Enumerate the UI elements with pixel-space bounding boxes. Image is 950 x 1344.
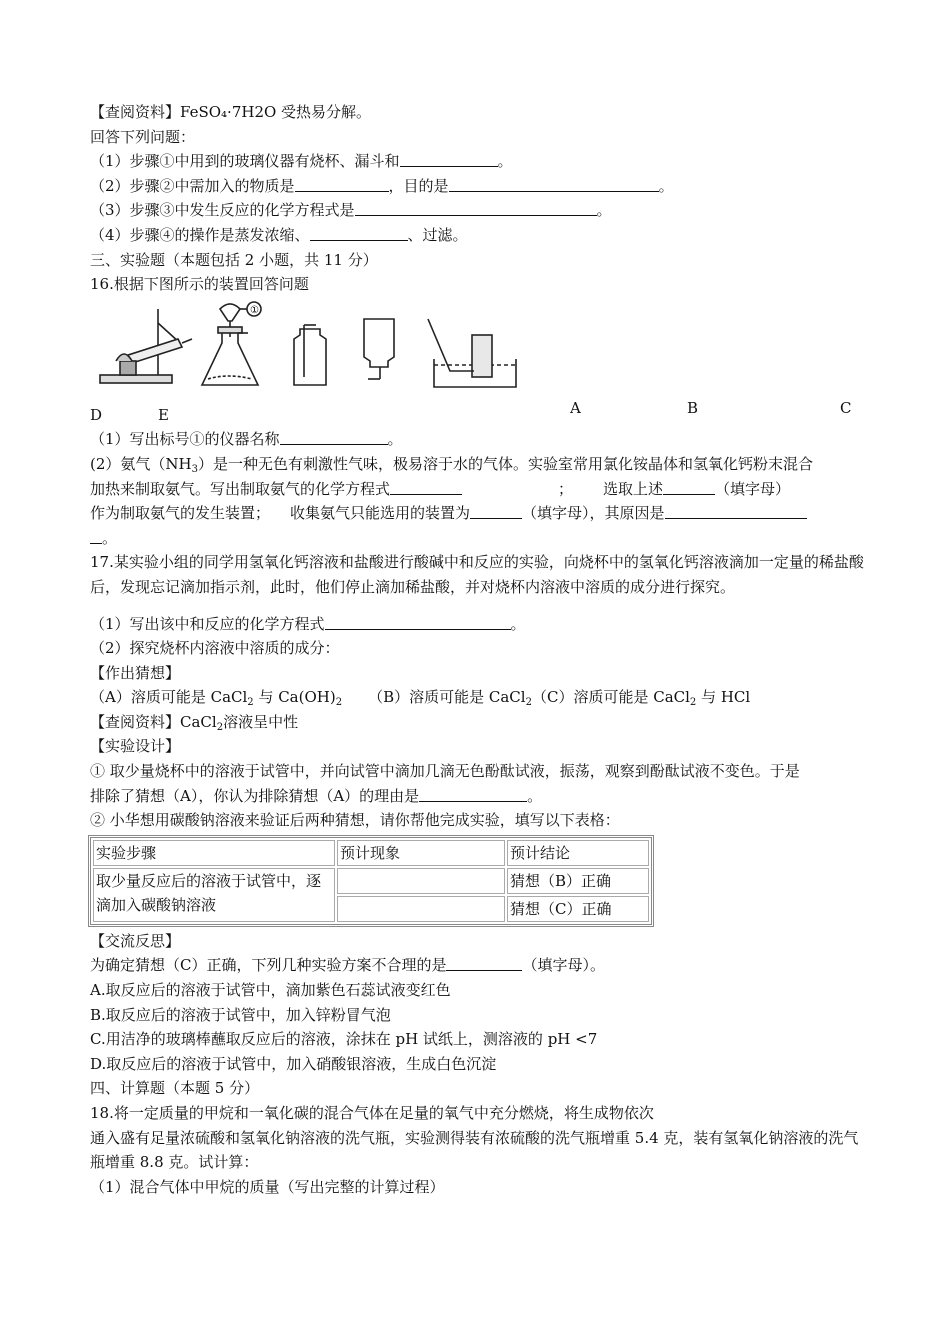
answer-blank[interactable] xyxy=(449,175,659,192)
figure-marker: ① xyxy=(250,304,259,316)
option-d: D.取反应后的溶液于试管中，加入硝酸银溶液，生成白色沉淀 xyxy=(90,1054,497,1073)
guess-options: （A）溶质可能是 CaCl$_2$ 与 $Ca(OH)_2$ （B）溶质可能是 CaCl$_2$（C）溶质可能是 CaCl$_2$ 与 HCl xyxy=(90,688,751,709)
answer-blank[interactable] xyxy=(663,478,715,495)
answer-blank[interactable] xyxy=(446,954,522,971)
answer-blank[interactable] xyxy=(400,150,498,167)
answer-blank[interactable] xyxy=(325,613,511,630)
document-page xyxy=(90,100,880,1199)
option-c: C.用洁净的玻璃棒蘸取反应后的溶液，涂抹在 pH 试纸上，测溶液的 pH <7 xyxy=(90,1030,598,1049)
option-b: B.取反应后的溶液于试管中，加入锌粉冒气泡 xyxy=(90,1005,391,1024)
question-15-4: （4）步骤④的操作是蒸发浓缩、 、过滤。 xyxy=(90,225,468,244)
answer-blank[interactable] xyxy=(280,428,388,445)
apparatus-drawing xyxy=(98,299,518,399)
spacer xyxy=(90,600,880,612)
text-line: 【查阅资料】FeSO₄·7H2O 受热易分解。 xyxy=(90,103,372,121)
table-row xyxy=(93,868,649,894)
design-1: ① 取少量烧杯中的溶液于试管中，并向试管中滴加几滴无色酚酞试液，振荡，观察到酚酞试液不变色。于是 xyxy=(90,762,800,781)
question-15-3: （3）步骤③中发生反应的化学方程式是 。 xyxy=(90,201,612,220)
question-16-title: 16.根据下图所示的装置回答问题 xyxy=(90,275,309,294)
text-line: 回答下列问题： xyxy=(90,127,196,146)
collecting-bottle xyxy=(472,335,492,377)
question-16-2-cont: 加热来制取氨气。写出制取氨气的化学方程式 ； 选取上述 （填字母） xyxy=(90,479,791,498)
answer-blank[interactable] xyxy=(355,199,597,216)
answer-blank[interactable] xyxy=(310,224,408,241)
question-16-2-cont: 作为制取氨气的发生装置； 收集氨气只能选用的装置为 （填字母），其原因是 xyxy=(90,501,880,526)
figure-label-a: A xyxy=(570,398,581,417)
question-16-2-end: 。 xyxy=(90,526,880,551)
table-cell-answer[interactable] xyxy=(337,896,505,922)
experiment-table xyxy=(88,835,654,927)
answer-blank[interactable] xyxy=(470,502,522,519)
reflect-question: 为确定猜想（C）正确，下列几种实验方案不合理的是 （填字母）。 xyxy=(90,956,605,975)
separatory-funnel xyxy=(220,304,240,321)
answer-blank[interactable] xyxy=(90,527,102,544)
question-17-1: （1）写出该中和反应的化学方程式 。 xyxy=(90,614,526,633)
figure-label-d: D xyxy=(90,405,103,424)
answer-blank[interactable] xyxy=(419,785,527,802)
figure-label-e: E xyxy=(158,405,169,424)
delivery-tube xyxy=(428,319,474,371)
figure-label-c: C xyxy=(840,398,852,417)
design-1-cont: 排除了猜想（A），你认为排除猜想（A）的理由是 。 xyxy=(90,786,543,805)
question-15-1: （1）步骤①中用到的玻璃仪器有烧杯、漏斗和 。 xyxy=(90,152,513,171)
figure-labels-row xyxy=(90,403,880,428)
table-cell-conclusion: 猜想（C）正确 xyxy=(507,896,649,922)
table-cell-conclusion: 猜想（B）正确 xyxy=(507,868,649,894)
section-guess: 【作出猜想】 xyxy=(90,663,181,682)
question-18-1: （1）混合气体中甲烷的质量（写出完整的计算过程） xyxy=(90,1177,445,1196)
table-cell-step: 取少量反应后的溶液于试管中，逐滴加入碳酸钠溶液 xyxy=(93,868,335,922)
table-header: 预计结论 xyxy=(507,840,649,866)
section-heading: 三、实验题（本题包括 2 小题，共 11 分） xyxy=(90,250,378,269)
question-16-1: （1）写出标号①的仪器名称 。 xyxy=(90,430,403,449)
answer-blank[interactable] xyxy=(390,478,462,495)
question-17-intro: 17.某实验小组的同学用氢氧化钙溶液和盐酸进行酸碱中和反应的实验，向烧杯中的氢氧化钙溶液滴加一定量的稀盐酸后，发现忘记滴加指示剂，此时，他们停止滴加稀盐酸，并对烧杯内溶液中溶质的成分进行探究。 xyxy=(90,553,864,596)
question-17-2: （2）探究烧杯内溶液中溶质的成分： xyxy=(90,639,340,658)
table-header: 预计现象 xyxy=(337,840,505,866)
question-16-2: (2）氨气$(NH_3)$是一种无色有刺激性气味，极易溶于水的气体。实验室常用氯化铵晶体和氢氧化钙粉末混合 xyxy=(90,454,813,475)
question-18-cont: 通入盛有足量浓硫酸和氢氧化钠溶液的洗气瓶，实验测得装有浓硫酸的洗气瓶增重 5.4 克，装有氢氧化钠溶液的洗气瓶增重 8.8 克。试计算： xyxy=(90,1128,859,1172)
question-18: 18.将一定质量的甲烷和一氧化碳的混合气体在足量的氧气中充分燃烧，将生成物依次 xyxy=(90,1104,654,1122)
answer-blank[interactable] xyxy=(295,175,389,192)
gas-bottle-c xyxy=(294,329,326,385)
section-heading: 四、计算题（本题 5 分） xyxy=(90,1079,260,1098)
section-design: 【实验设计】 xyxy=(90,737,181,756)
stand-base xyxy=(100,375,172,383)
gas-bottle-d xyxy=(364,319,394,367)
figure-label-b: B xyxy=(687,398,699,417)
table-header: 实验步骤 xyxy=(93,840,335,866)
apparatus-figure xyxy=(90,299,880,417)
question-15-2: （2）步骤②中需加入的物质是 ，目的是 。 xyxy=(90,176,674,195)
table-cell-answer[interactable] xyxy=(337,868,505,894)
option-a: A.取反应后的溶液于试管中，滴加紫色石蕊试液变红色 xyxy=(90,981,451,1000)
answer-blank[interactable] xyxy=(665,502,807,519)
section-info: 【查阅资料】CaCl$_2$溶液呈中性 xyxy=(90,712,299,733)
design-2: ② 小华想用碳酸钠溶液来验证后两种猜想，请你帮他完成实验，填写以下表格： xyxy=(90,811,620,830)
table-header-row xyxy=(93,840,649,866)
section-reflect: 【交流反思】 xyxy=(90,931,181,950)
